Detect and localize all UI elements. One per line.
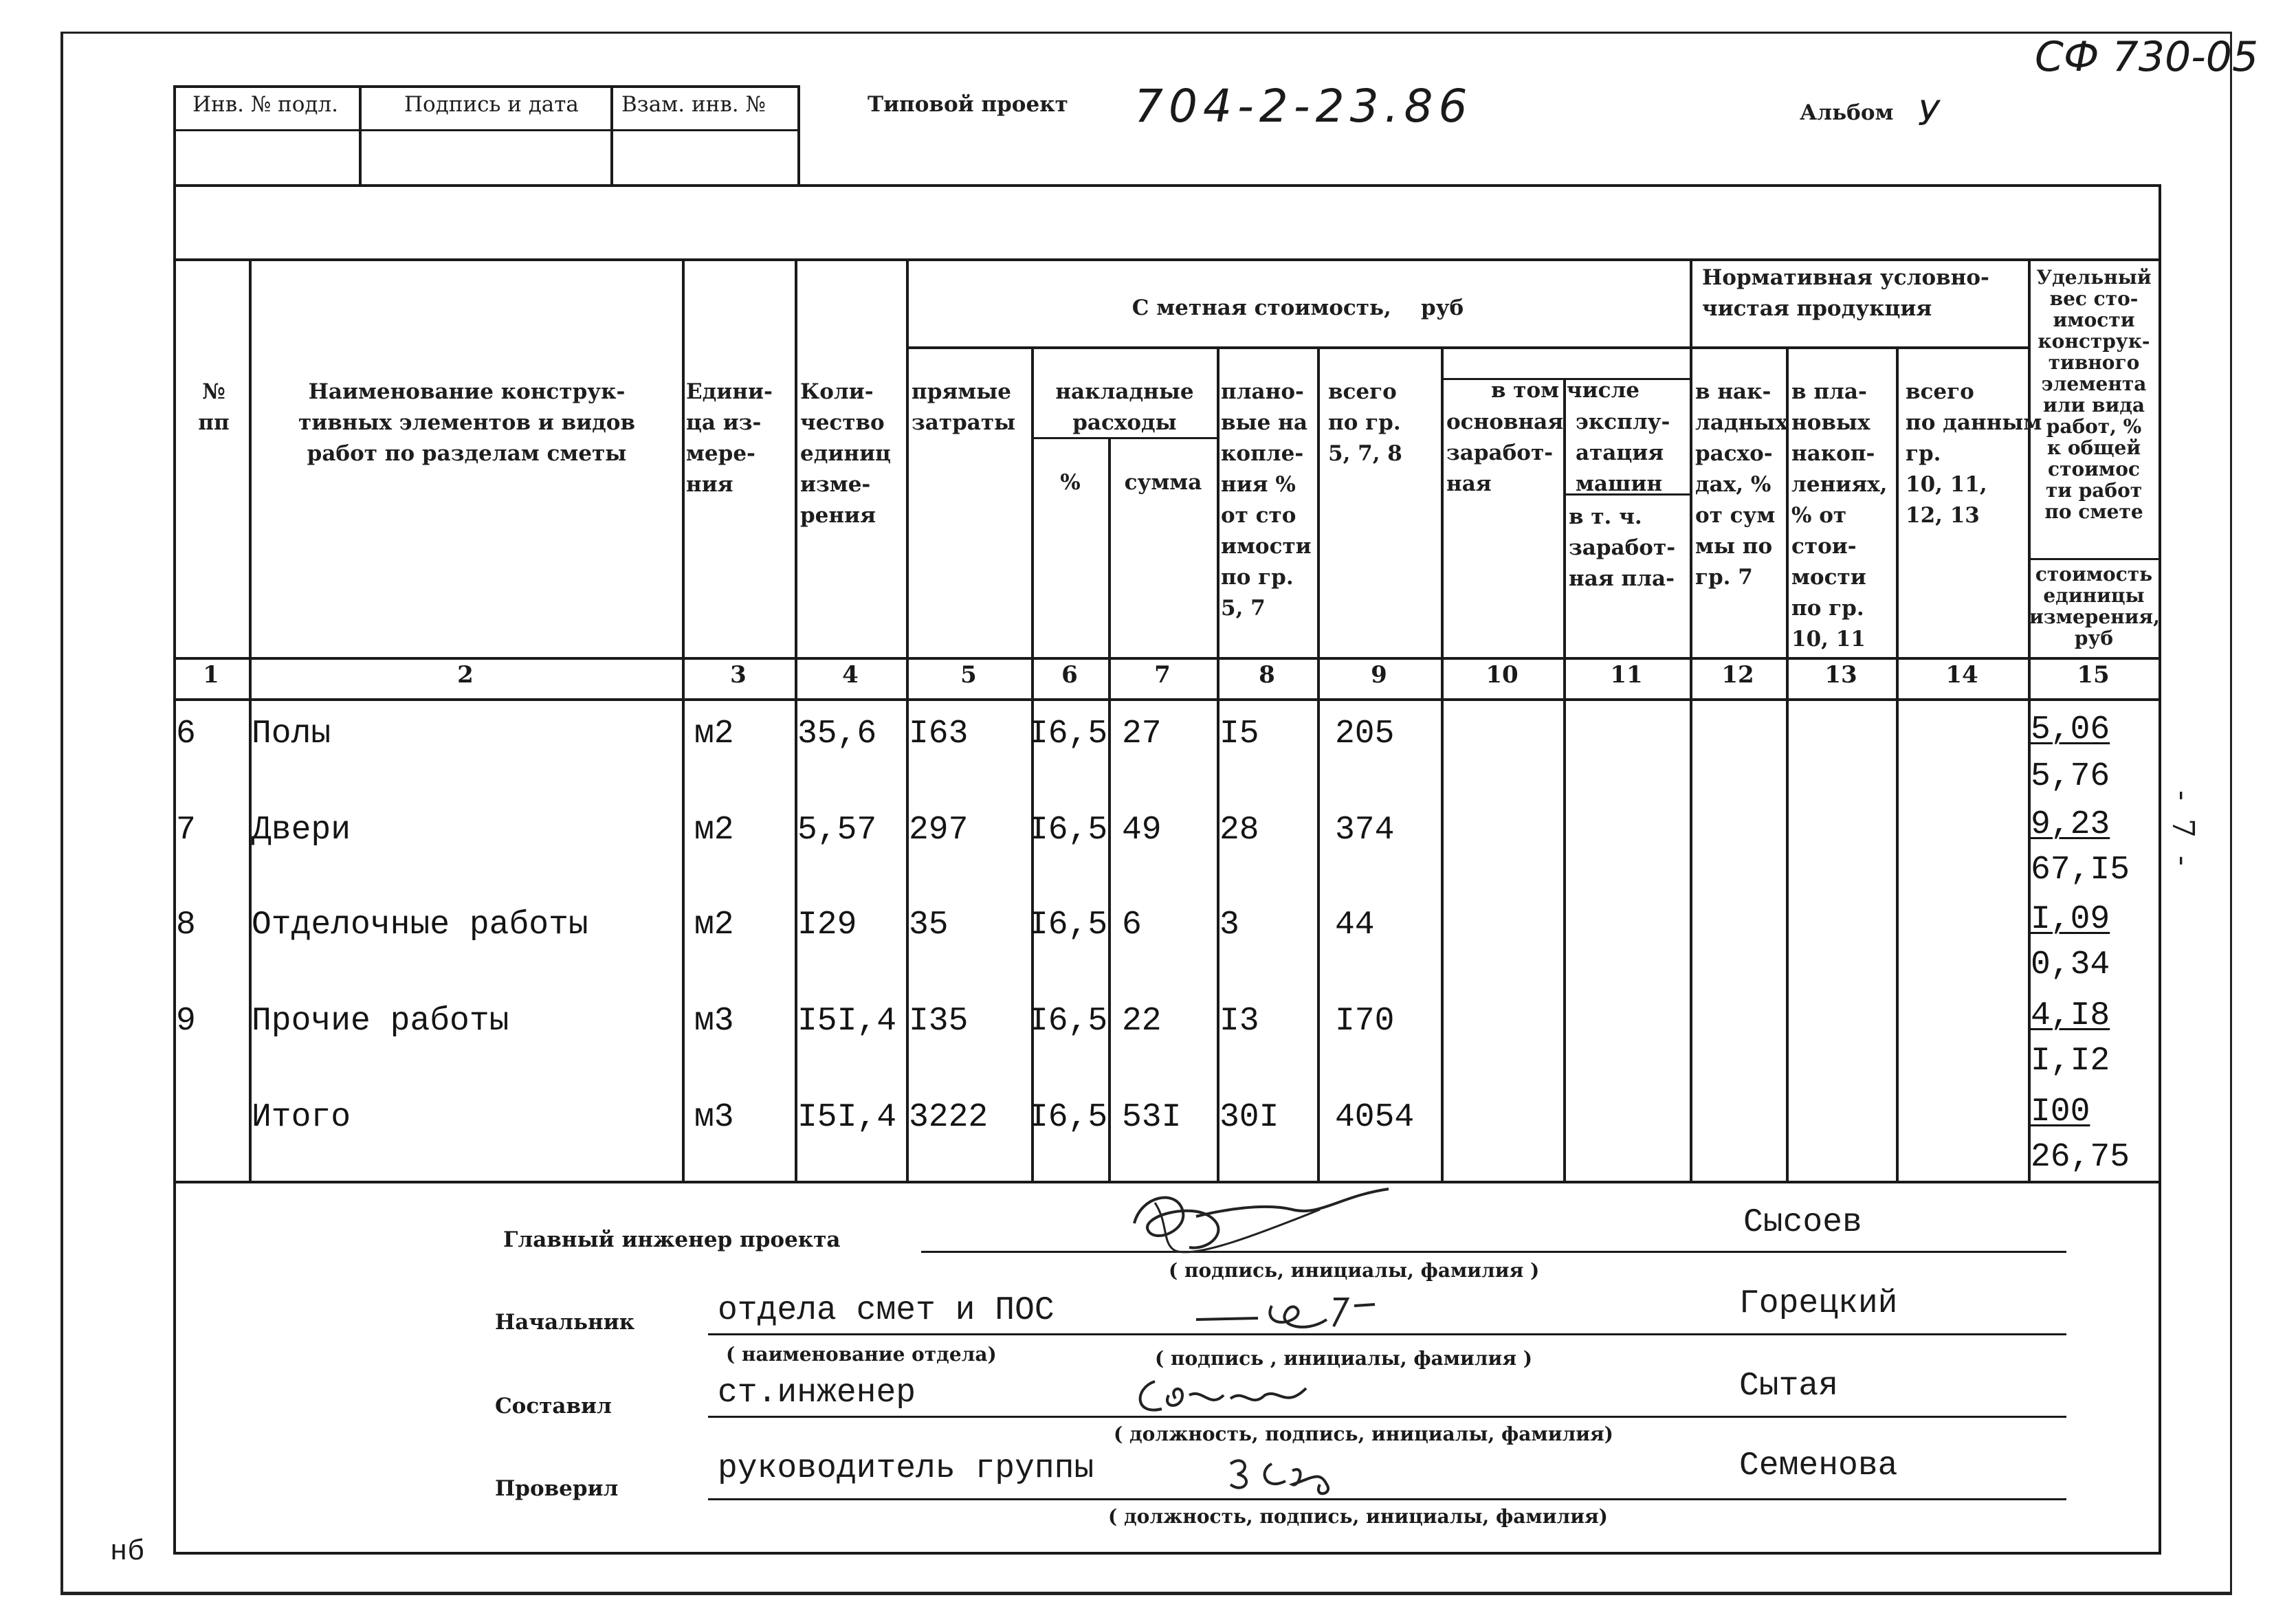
row-unit: м2 (694, 715, 734, 753)
chief-engineer-caption: ( подпись, инициалы, фамилия ) (1169, 1259, 1540, 1282)
col-number: 3 (730, 661, 747, 689)
project-label: Типовой проект (868, 92, 1068, 117)
row-name: Прочие работы (252, 1003, 509, 1040)
chief-engineer-label: Главный инженер проекта (503, 1227, 841, 1252)
header-planned: плано- вые на копле- ния % от сто имости по гр. 5, 7 (1221, 379, 1312, 621)
row-overhead-pct: I6,5 (1028, 812, 1108, 849)
project-number: 704-2-23.86 (1134, 80, 1473, 133)
header-norm-planned: в пла- новых накоп- лениях, % от стои- мости по гр. 10, 11 (1791, 379, 1888, 652)
row-unit-cost: I,I2 (2031, 1043, 2110, 1080)
col-number: 6 (1061, 661, 1078, 689)
row-direct: 297 (909, 812, 969, 849)
row-number: 9 (176, 1003, 196, 1040)
row-overhead-pct: I6,5 (1028, 1003, 1108, 1040)
head-name: Горецкий (1739, 1285, 1898, 1322)
row-unit-cost: 67,I5 (2031, 852, 2130, 889)
row-total: I70 (1335, 1003, 1395, 1040)
row-quantity: I5I,4 (797, 1099, 897, 1136)
row-unit: м3 (694, 1003, 734, 1040)
header-cost-group: С метная стоимость, руб (1132, 296, 1464, 320)
row-overhead-pct: I6,5 (1028, 906, 1108, 944)
head-department: отдела смет и ПОС (718, 1292, 1055, 1329)
col-number: 7 (1154, 661, 1171, 689)
row-overhead-pct: I6,5 (1028, 1099, 1108, 1136)
row-name: Двери (252, 812, 351, 849)
col-number: 15 (2077, 661, 2110, 689)
compiled-caption: ( должность, подпись, инициалы, фамилия) (1114, 1423, 1613, 1445)
row-planned: 3 (1219, 906, 1239, 944)
compiled-name: Сытая (1739, 1368, 1839, 1405)
col-number: 9 (1371, 661, 1387, 689)
col-number: 8 (1259, 661, 1275, 689)
row-total: 4054 (1335, 1099, 1415, 1136)
header-share: Удельный вес сто- имости конструк- тивного элемента или вида работ, % к общей стоимос ти работ по смете (2036, 266, 2152, 523)
stamp-inv-label: Инв. № подл. (192, 92, 339, 117)
corner-note: нб (110, 1535, 145, 1568)
row-total: 205 (1335, 715, 1395, 753)
header-wages: основная заработ- ная (1446, 410, 1564, 496)
row-direct: 35 (909, 906, 949, 944)
header-quantity: Коли- чество единиц изме- рения (800, 379, 891, 528)
checked-position: руководитель группы (718, 1450, 1094, 1487)
stamp-replace-label: Взам. инв. № (621, 92, 766, 117)
compiled-signature (1127, 1368, 1347, 1423)
header-norm-group: Нормативная условно- чистая продукция (1702, 265, 1989, 321)
checked-caption: ( должность, подпись, инициалы, фамилия) (1108, 1505, 1608, 1528)
corner-code: СФ 730-05 (2035, 33, 2259, 81)
row-quantity: 5,57 (797, 812, 877, 849)
col-number: 4 (842, 661, 859, 689)
row-total: 44 (1335, 906, 1375, 944)
row-direct: I63 (909, 715, 969, 753)
row-planned: I5 (1219, 715, 1259, 753)
row-share: I00 (2031, 1093, 2090, 1131)
row-share: 9,23 (2031, 806, 2110, 843)
row-number: 6 (176, 715, 196, 753)
row-overhead-sum: 22 (1122, 1003, 1162, 1040)
row-overhead-sum: 53I (1122, 1099, 1182, 1136)
col-number: 13 (1824, 661, 1857, 689)
checked-label: Проверил (495, 1476, 619, 1501)
row-number: 7 (176, 812, 196, 849)
row-unit-cost: 0,34 (2031, 946, 2110, 983)
row-share: 5,06 (2031, 711, 2110, 748)
col-number: 2 (457, 661, 474, 689)
checked-name: Семенова (1739, 1447, 1898, 1484)
header-machines-wages: в т. ч. заработ- ная пла- (1569, 504, 1676, 591)
row-unit: м3 (694, 1099, 734, 1136)
row-planned: 30I (1219, 1099, 1279, 1136)
row-quantity: I29 (797, 906, 857, 944)
col-number: 10 (1486, 661, 1519, 689)
row-overhead-pct: I6,5 (1028, 715, 1108, 753)
row-direct: 3222 (909, 1099, 989, 1136)
row-direct: I35 (909, 1003, 969, 1040)
header-norm-overhead: в нак- ладных расхо- дах, % от сум мы по гр. 7 (1695, 379, 1788, 590)
row-name: Отделочные работы (252, 906, 588, 944)
page-mark: - 7 - (2165, 790, 2200, 870)
col-number: 12 (1721, 661, 1754, 689)
row-overhead-sum: 27 (1122, 715, 1162, 753)
row-unit: м2 (694, 906, 734, 944)
chief-engineer-signature (1114, 1182, 1402, 1265)
col-number: 14 (1945, 661, 1978, 689)
checked-signature (1224, 1443, 1402, 1498)
head-dept-caption: ( наименование отдела) (726, 1343, 997, 1366)
row-total: 374 (1335, 812, 1395, 849)
compiled-label: Составил (495, 1394, 612, 1419)
row-overhead-sum: 49 (1122, 812, 1162, 849)
header-overhead: накладные расходы (1055, 379, 1194, 435)
row-share: I,09 (2031, 901, 2110, 938)
col-number: 11 (1610, 661, 1643, 689)
row-planned: 28 (1219, 812, 1259, 849)
header-pct: % (1060, 470, 1081, 495)
header-unit-cost: стоимость единицы измерения, руб (2029, 563, 2160, 649)
row-share: 4,I8 (2031, 997, 2110, 1034)
stamp-signature-label: Подпись и дата (404, 92, 579, 117)
row-planned: I3 (1219, 1003, 1259, 1040)
chief-engineer-name: Сысоев (1743, 1204, 1862, 1241)
row-quantity: I5I,4 (797, 1003, 897, 1040)
row-name: Полы (252, 715, 331, 753)
row-overhead-sum: 6 (1122, 906, 1142, 944)
row-name: Итого (252, 1099, 351, 1136)
album-label: Альбом (1800, 100, 1894, 125)
row-unit-cost: 26,75 (2031, 1139, 2130, 1176)
header-sum: сумма (1124, 470, 1202, 495)
row-unit-cost: 5,76 (2031, 758, 2110, 795)
header-machines: эксплу- атация машин (1576, 410, 1670, 496)
head-sign-caption: ( подпись , инициалы, фамилия ) (1155, 1347, 1532, 1370)
header-name: Наименование конструк- тивных элементов и видов работ по разделам сметы (298, 379, 635, 466)
header-direct: прямые затраты (912, 379, 1016, 435)
col-number: 1 (203, 661, 219, 689)
album-number: У (1918, 93, 1939, 133)
row-quantity: 35,6 (797, 715, 877, 753)
row-number: 8 (176, 906, 196, 944)
compiled-position: ст.инженер (718, 1375, 916, 1412)
header-including: в том числе (1490, 378, 1640, 403)
header-no: № пп (198, 379, 230, 435)
header-unit: Едини- ца из- мере- ния (686, 379, 773, 497)
row-unit: м2 (694, 812, 734, 849)
head-signature (1189, 1285, 1437, 1340)
header-norm-total: всего по данным гр. 10, 11, 12, 13 (1906, 379, 2042, 528)
head-label: Начальник (495, 1310, 635, 1335)
col-number: 5 (960, 661, 977, 689)
header-total: всего по гр. 5, 7, 8 (1328, 379, 1402, 466)
